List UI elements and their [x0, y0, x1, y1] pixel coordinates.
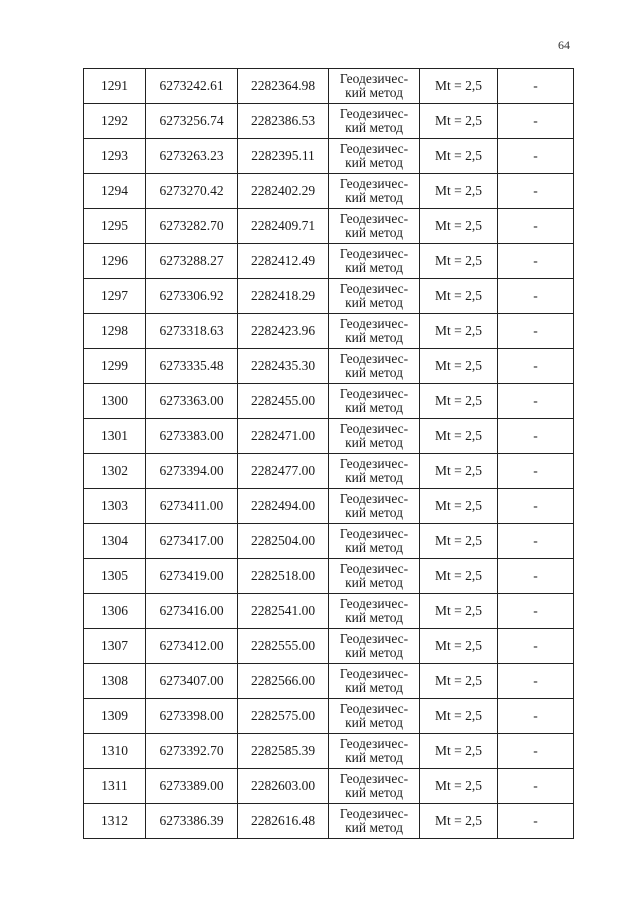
point-number-cell: 1296 — [84, 244, 146, 279]
note-cell: - — [498, 594, 574, 629]
method-text-line-2: кий метод — [345, 505, 403, 520]
method-cell — [329, 559, 420, 594]
point-number-cell: 1302 — [84, 454, 146, 489]
method-text-line-2: кий метод — [345, 85, 403, 100]
point-number-cell: 1293 — [84, 139, 146, 174]
method-text-line-1: Геодезичес- — [339, 386, 409, 401]
method-text-line-2: кий метод — [345, 435, 403, 450]
note-cell: - — [498, 314, 574, 349]
method-text-line-1: Геодезичес- — [339, 316, 409, 331]
y-coordinate-cell: 2282395.11 — [238, 139, 329, 174]
y-coordinate-cell: 2282504.00 — [238, 524, 329, 559]
method-text-line-1: Геодезичес- — [339, 421, 409, 436]
page-number: 64 — [558, 38, 570, 52]
method-text-line-2: кий метод — [345, 400, 403, 415]
x-coordinate-cell: 6273412.00 — [146, 629, 238, 664]
y-coordinate-cell: 2282364.98 — [238, 69, 329, 104]
x-coordinate-cell: 6273256.74 — [146, 104, 238, 139]
note-cell: - — [498, 524, 574, 559]
method-text-line-1: Геодезичес- — [339, 631, 409, 646]
method-text-line-1: Геодезичес- — [339, 666, 409, 681]
table-row — [84, 559, 574, 594]
method-text-line-1: Геодезичес- — [339, 246, 409, 261]
table-row — [84, 594, 574, 629]
y-coordinate-cell: 2282455.00 — [238, 384, 329, 419]
note-cell: - — [498, 174, 574, 209]
method-text-line-1: Геодезичес- — [339, 281, 409, 296]
method-text-line-2: кий метод — [345, 260, 403, 275]
y-coordinate-cell: 2282412.49 — [238, 244, 329, 279]
method-text-line-2: кий метод — [345, 470, 403, 485]
table-row — [84, 629, 574, 664]
method-text-line-1: Геодезичес- — [339, 701, 409, 716]
method-cell — [329, 489, 420, 524]
method-text-line-1: Геодезичес- — [339, 456, 409, 471]
x-coordinate-cell: 6273383.00 — [146, 419, 238, 454]
y-coordinate-cell: 2282616.48 — [238, 804, 329, 839]
point-number-cell: 1300 — [84, 384, 146, 419]
x-coordinate-cell: 6273398.00 — [146, 699, 238, 734]
accuracy-cell: Mt = 2,5 — [420, 174, 498, 209]
table-row — [84, 174, 574, 209]
y-coordinate-cell: 2282435.30 — [238, 349, 329, 384]
y-coordinate-cell: 2282518.00 — [238, 559, 329, 594]
accuracy-cell: Mt = 2,5 — [420, 384, 498, 419]
y-coordinate-cell: 2282603.00 — [238, 769, 329, 804]
note-cell: - — [498, 769, 574, 804]
method-cell — [329, 104, 420, 139]
method-text-line-2: кий метод — [345, 225, 403, 240]
accuracy-cell: Mt = 2,5 — [420, 664, 498, 699]
method-text-line-2: кий метод — [345, 645, 403, 660]
note-cell: - — [498, 804, 574, 839]
method-cell — [329, 174, 420, 209]
method-text-line-1: Геодезичес- — [339, 351, 409, 366]
accuracy-cell: Mt = 2,5 — [420, 69, 498, 104]
point-number-cell: 1310 — [84, 734, 146, 769]
point-number-cell: 1307 — [84, 629, 146, 664]
y-coordinate-cell: 2282541.00 — [238, 594, 329, 629]
point-number-cell: 1297 — [84, 279, 146, 314]
accuracy-cell: Mt = 2,5 — [420, 139, 498, 174]
table-row — [84, 314, 574, 349]
method-text-line-2: кий метод — [345, 785, 403, 800]
x-coordinate-cell: 6273363.00 — [146, 384, 238, 419]
accuracy-cell: Mt = 2,5 — [420, 804, 498, 839]
note-cell: - — [498, 419, 574, 454]
table-row — [84, 664, 574, 699]
method-cell — [329, 244, 420, 279]
x-coordinate-cell: 6273318.63 — [146, 314, 238, 349]
y-coordinate-cell: 2282418.29 — [238, 279, 329, 314]
point-number-cell: 1291 — [84, 69, 146, 104]
accuracy-cell: Mt = 2,5 — [420, 524, 498, 559]
note-cell: - — [498, 139, 574, 174]
accuracy-cell: Mt = 2,5 — [420, 454, 498, 489]
x-coordinate-cell: 6273282.70 — [146, 209, 238, 244]
y-coordinate-cell: 2282386.53 — [238, 104, 329, 139]
method-text-line-1: Геодезичес- — [339, 211, 409, 226]
table-row — [84, 279, 574, 314]
x-coordinate-cell: 6273270.42 — [146, 174, 238, 209]
table-row — [84, 769, 574, 804]
method-cell — [329, 734, 420, 769]
point-number-cell: 1301 — [84, 419, 146, 454]
point-number-cell: 1304 — [84, 524, 146, 559]
table-row — [84, 349, 574, 384]
note-cell: - — [498, 489, 574, 524]
accuracy-cell: Mt = 2,5 — [420, 209, 498, 244]
x-coordinate-cell: 6273335.48 — [146, 349, 238, 384]
method-text-line-2: кий метод — [345, 330, 403, 345]
point-number-cell: 1305 — [84, 559, 146, 594]
table-row — [84, 384, 574, 419]
method-text-line-1: Геодезичес- — [339, 771, 409, 786]
method-cell — [329, 524, 420, 559]
table-row — [84, 734, 574, 769]
method-cell — [329, 454, 420, 489]
accuracy-cell: Mt = 2,5 — [420, 279, 498, 314]
x-coordinate-cell: 6273306.92 — [146, 279, 238, 314]
x-coordinate-cell: 6273407.00 — [146, 664, 238, 699]
table-row — [84, 69, 574, 104]
note-cell: - — [498, 279, 574, 314]
note-cell: - — [498, 734, 574, 769]
note-cell: - — [498, 244, 574, 279]
note-cell: - — [498, 349, 574, 384]
method-text-line-2: кий метод — [345, 680, 403, 695]
method-text-line-2: кий метод — [345, 715, 403, 730]
point-number-cell: 1292 — [84, 104, 146, 139]
x-coordinate-cell: 6273263.23 — [146, 139, 238, 174]
accuracy-cell: Mt = 2,5 — [420, 559, 498, 594]
method-text-line-2: кий метод — [345, 190, 403, 205]
x-coordinate-cell: 6273288.27 — [146, 244, 238, 279]
table-row — [84, 139, 574, 174]
note-cell: - — [498, 559, 574, 594]
y-coordinate-cell: 2282402.29 — [238, 174, 329, 209]
y-coordinate-cell: 2282409.71 — [238, 209, 329, 244]
table-row — [84, 804, 574, 839]
x-coordinate-cell: 6273242.61 — [146, 69, 238, 104]
y-coordinate-cell: 2282585.39 — [238, 734, 329, 769]
method-text-line-1: Геодезичес- — [339, 106, 409, 121]
method-cell — [329, 664, 420, 699]
method-text-line-2: кий метод — [345, 750, 403, 765]
table-row — [84, 244, 574, 279]
x-coordinate-cell: 6273392.70 — [146, 734, 238, 769]
method-cell — [329, 209, 420, 244]
table-row — [84, 454, 574, 489]
accuracy-cell: Mt = 2,5 — [420, 769, 498, 804]
accuracy-cell: Mt = 2,5 — [420, 104, 498, 139]
point-number-cell: 1303 — [84, 489, 146, 524]
method-text-line-1: Геодезичес- — [339, 526, 409, 541]
x-coordinate-cell: 6273419.00 — [146, 559, 238, 594]
point-number-cell: 1299 — [84, 349, 146, 384]
note-cell: - — [498, 454, 574, 489]
method-cell — [329, 349, 420, 384]
point-number-cell: 1306 — [84, 594, 146, 629]
note-cell: - — [498, 104, 574, 139]
point-number-cell: 1312 — [84, 804, 146, 839]
table-row — [84, 104, 574, 139]
method-cell — [329, 69, 420, 104]
x-coordinate-cell: 6273411.00 — [146, 489, 238, 524]
method-cell — [329, 279, 420, 314]
method-text-line-2: кий метод — [345, 610, 403, 625]
y-coordinate-cell: 2282566.00 — [238, 664, 329, 699]
method-cell — [329, 314, 420, 349]
table-row — [84, 699, 574, 734]
method-cell — [329, 629, 420, 664]
method-cell — [329, 384, 420, 419]
method-text-line-1: Геодезичес- — [339, 561, 409, 576]
point-number-cell: 1298 — [84, 314, 146, 349]
note-cell: - — [498, 664, 574, 699]
method-text-line-1: Геодезичес- — [339, 141, 409, 156]
method-cell — [329, 699, 420, 734]
note-cell: - — [498, 384, 574, 419]
method-text-line-2: кий метод — [345, 365, 403, 380]
method-text-line-1: Геодезичес- — [339, 491, 409, 506]
point-number-cell: 1308 — [84, 664, 146, 699]
note-cell: - — [498, 69, 574, 104]
coordinates-table — [83, 68, 574, 839]
table-row — [84, 209, 574, 244]
accuracy-cell: Mt = 2,5 — [420, 594, 498, 629]
point-number-cell: 1295 — [84, 209, 146, 244]
accuracy-cell: Mt = 2,5 — [420, 419, 498, 454]
method-cell — [329, 419, 420, 454]
note-cell: - — [498, 209, 574, 244]
point-number-cell: 1311 — [84, 769, 146, 804]
method-text-line-2: кий метод — [345, 120, 403, 135]
method-cell — [329, 804, 420, 839]
accuracy-cell: Mt = 2,5 — [420, 699, 498, 734]
method-text-line-1: Геодезичес- — [339, 736, 409, 751]
method-text-line-2: кий метод — [345, 540, 403, 555]
method-cell — [329, 769, 420, 804]
x-coordinate-cell: 6273386.39 — [146, 804, 238, 839]
method-text-line-2: кий метод — [345, 575, 403, 590]
y-coordinate-cell: 2282494.00 — [238, 489, 329, 524]
y-coordinate-cell: 2282471.00 — [238, 419, 329, 454]
y-coordinate-cell: 2282477.00 — [238, 454, 329, 489]
y-coordinate-cell: 2282555.00 — [238, 629, 329, 664]
note-cell: - — [498, 699, 574, 734]
x-coordinate-cell: 6273417.00 — [146, 524, 238, 559]
method-text-line-2: кий метод — [345, 295, 403, 310]
coordinates-table-body — [84, 69, 574, 839]
point-number-cell: 1294 — [84, 174, 146, 209]
accuracy-cell: Mt = 2,5 — [420, 349, 498, 384]
method-text-line-2: кий метод — [345, 820, 403, 835]
method-text-line-1: Геодезичес- — [339, 806, 409, 821]
method-text-line-2: кий метод — [345, 155, 403, 170]
method-text-line-1: Геодезичес- — [339, 71, 409, 86]
y-coordinate-cell: 2282575.00 — [238, 699, 329, 734]
table-row — [84, 419, 574, 454]
accuracy-cell: Mt = 2,5 — [420, 629, 498, 664]
method-cell — [329, 594, 420, 629]
point-number-cell: 1309 — [84, 699, 146, 734]
x-coordinate-cell: 6273389.00 — [146, 769, 238, 804]
method-cell — [329, 139, 420, 174]
x-coordinate-cell: 6273394.00 — [146, 454, 238, 489]
table-row — [84, 524, 574, 559]
method-text-line-1: Геодезичес- — [339, 596, 409, 611]
table-row — [84, 489, 574, 524]
accuracy-cell: Mt = 2,5 — [420, 734, 498, 769]
accuracy-cell: Mt = 2,5 — [420, 314, 498, 349]
method-text-line-1: Геодезичес- — [339, 176, 409, 191]
y-coordinate-cell: 2282423.96 — [238, 314, 329, 349]
accuracy-cell: Mt = 2,5 — [420, 244, 498, 279]
accuracy-cell: Mt = 2,5 — [420, 489, 498, 524]
x-coordinate-cell: 6273416.00 — [146, 594, 238, 629]
note-cell: - — [498, 629, 574, 664]
